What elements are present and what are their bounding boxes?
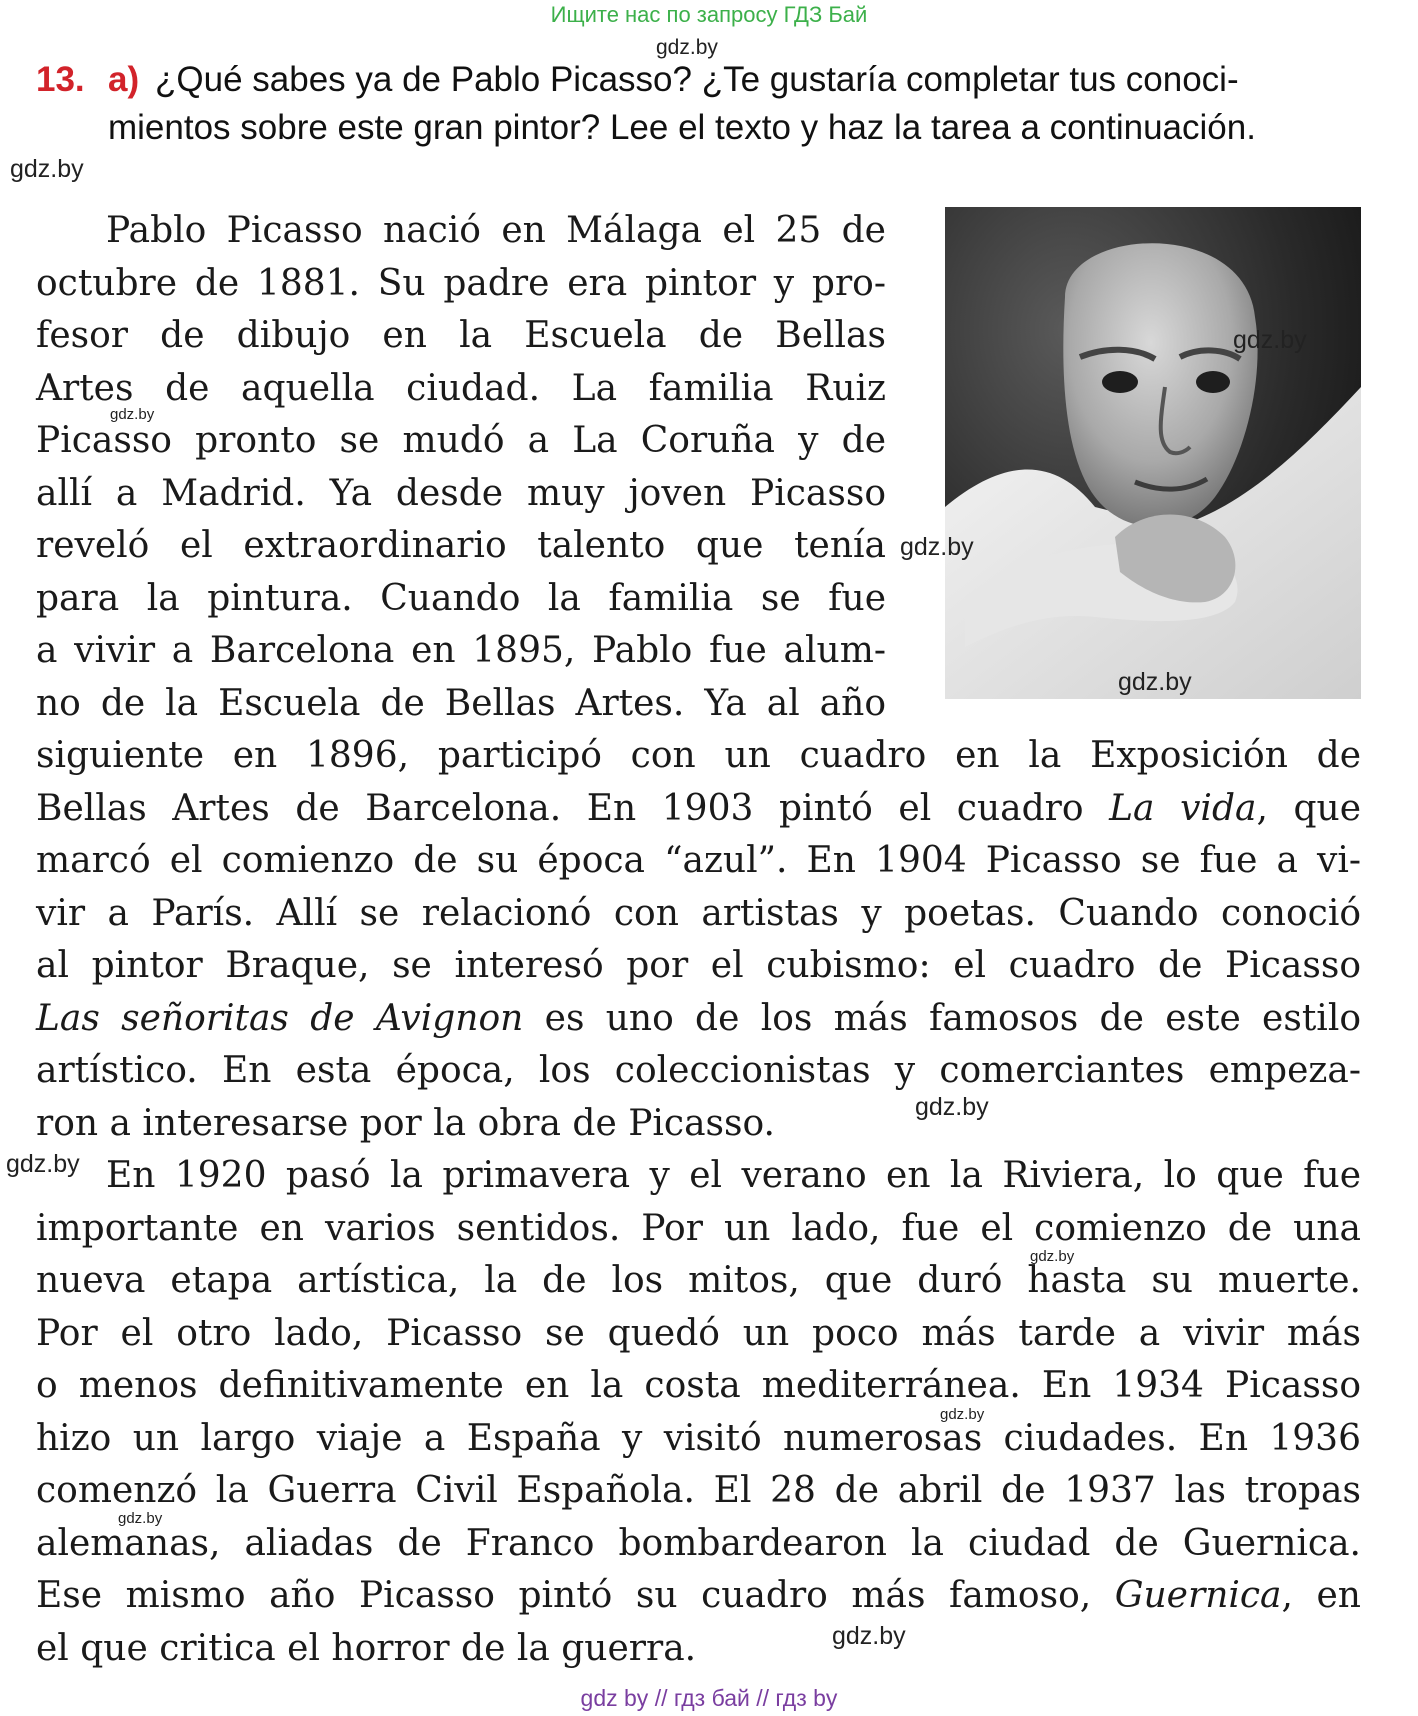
text-line: reveló el extraordinario talento que tenía: [36, 525, 886, 566]
search-banner[interactable]: Ищите нас по запросу ГДЗ Бай: [550, 2, 868, 27]
text-line: alemanas, aliadas de Franco bombardearon la ciudad de Guernica.: [36, 1523, 1361, 1564]
text-line: importante en varios sentidos. Por un lado, fue el comienzo de una: [36, 1208, 1361, 1249]
watermark: gdz.by: [6, 1150, 80, 1178]
text-line: Pablo Picasso nació en Málaga el 25 de: [106, 210, 886, 251]
task-label: a): [108, 60, 140, 99]
text-line: siguiente en 1896, participó con un cuadro en la Exposición de: [36, 735, 1361, 776]
text-line: octubre de 1881. Su padre era pintor y pro-: [36, 263, 886, 304]
task-text-line-1: ¿Qué sabes ya de Pablo Picasso? ¿Te gustaría completar tus conoci-: [155, 60, 1239, 99]
watermark: gdz.by: [118, 1510, 163, 1527]
text-line: Artes de aquella ciudad. La familia Ruiz: [36, 368, 886, 409]
text-line: el que critica el horror de la guerra.: [36, 1628, 697, 1669]
text-line: para la pintura. Cuando la familia se fue: [36, 578, 886, 619]
text-line: fesor de dibujo en la Escuela de Bellas: [36, 315, 886, 356]
text-line: En 1920 pasó la primavera y el verano en la Riviera, lo que fue: [106, 1155, 1361, 1196]
task-text-line-2: mientos sobre este gran pintor? Lee el texto y haz la tarea a continuación.: [108, 108, 1256, 147]
picasso-portrait-illustration: [945, 207, 1361, 699]
watermark: gdz.by: [110, 406, 155, 423]
text-line: al pintor Braque, se interesó por el cubismo: el cuadro de Picasso: [36, 945, 1361, 986]
text-line: a vivir a Barcelona en 1895, Pablo fue alum-: [36, 630, 886, 671]
watermark: gdz.by: [940, 1406, 985, 1423]
text-line: Picasso pronto se mudó a La Coruña y de: [36, 420, 886, 461]
text-line: vir a París. Allí se relacionó con artistas y poetas. Cuando conoció: [36, 893, 1361, 934]
watermark: gdz.by: [656, 36, 718, 59]
text-line: Por el otro lado, Picasso se quedó un poco más tarde a vivir más: [36, 1313, 1361, 1354]
text-line: artístico. En esta época, los coleccionistas y comerciantes empeza-: [36, 1050, 1361, 1091]
watermark: gdz.by: [1030, 1248, 1075, 1265]
text-line: allí a Madrid. Ya desde muy joven Picasso: [36, 473, 886, 514]
watermark: gdz.by: [10, 155, 84, 183]
watermark: gdz.by: [1118, 668, 1192, 696]
watermark: gdz.by: [832, 1622, 906, 1650]
watermark: gdz.by: [915, 1093, 989, 1121]
text-line: marcó el comienzo de su época “azul”. En 1904 Picasso se fue a vi-: [36, 840, 1361, 881]
text-line: o menos definitivamente en la costa mediterránea. En 1934 Picasso: [36, 1365, 1361, 1406]
text-line: comenzó la Guerra Civil Española. El 28 de abril de 1937 las tropas: [36, 1470, 1361, 1511]
watermark: gdz.by: [1233, 326, 1307, 354]
watermark: gdz.by: [900, 533, 974, 561]
text-line: Las señoritas de Avignon es uno de los más famosos de este estilo: [36, 998, 1361, 1039]
footer-links[interactable]: gdz by // гдз бай // гдз by: [580, 1685, 838, 1711]
text-line: hizo un largo viaje a España y visitó numerosas ciudades. En 1936: [36, 1418, 1361, 1459]
text-line: nueva etapa artística, la de los mitos, que duró hasta su muerte.: [36, 1260, 1361, 1301]
picasso-portrait-photo: [945, 207, 1361, 699]
text-line: Ese mismo año Picasso pintó su cuadro más famoso, Guernica, en: [36, 1575, 1361, 1616]
text-line: Bellas Artes de Barcelona. En 1903 pintó el cuadro La vida, que: [36, 788, 1362, 829]
text-line: no de la Escuela de Bellas Artes. Ya al año: [36, 683, 886, 724]
text-line: ron a interesarse por la obra de Picasso.: [36, 1103, 775, 1144]
task-number: 13.: [36, 60, 85, 99]
